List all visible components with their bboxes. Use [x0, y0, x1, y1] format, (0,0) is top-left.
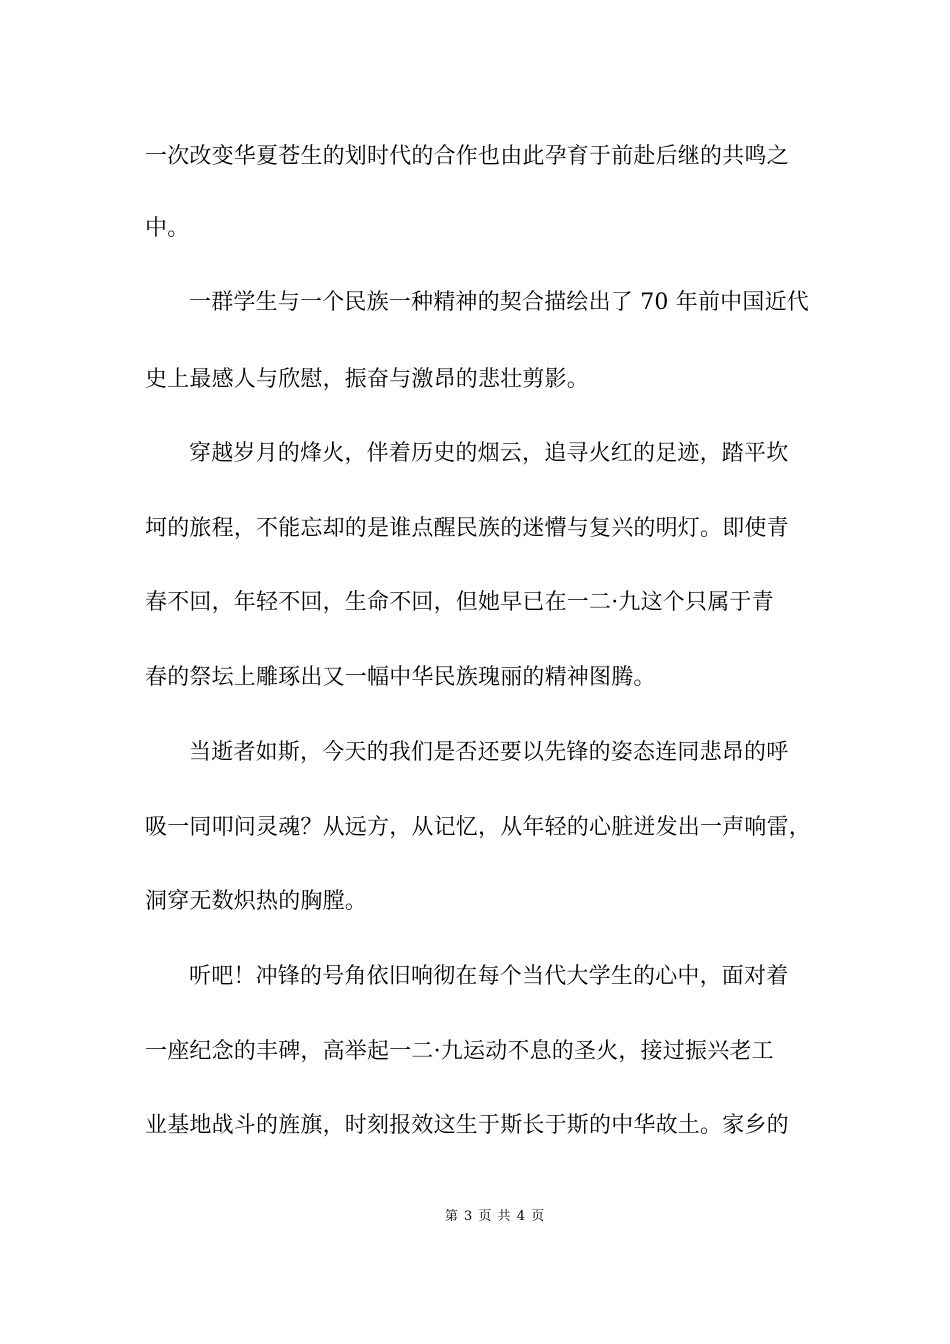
paragraph-line: 当逝者如斯，今天的我们是否还要以先锋的姿态连同悲昂的呼 [189, 740, 789, 765]
paragraph-line: 业基地战斗的旌旗，时刻报效这生于斯长于斯的中华故土。家乡的 [145, 1113, 789, 1138]
paragraph-line: 一群学生与一个民族一种精神的契合描绘出了 70 年前中国近代 [189, 290, 809, 315]
paragraph-line: 史上最感人与欣慰，振奋与激昂的悲壮剪影。 [145, 367, 590, 392]
paragraph-line: 坷的旅程，不能忘却的是谁点醒民族的迷懵与复兴的明灯。即使青 [145, 516, 789, 541]
paragraph-line: 一次改变华夏苍生的划时代的合作也由此孕育于前赴后继的共鸣之 [145, 144, 789, 169]
paragraph-line: 洞穿无数炽热的胸膛。 [145, 889, 368, 914]
paragraph-line: 春的祭坛上雕琢出又一幅中华民族瑰丽的精神图腾。 [145, 665, 656, 690]
paragraph-line: 吸一同叩问灵魂？从远方，从记忆，从年轻的心脏迸发出一声响雷， [145, 815, 812, 840]
paragraph-line: 听吧！冲锋的号角依旧响彻在每个当代大学生的心中，面对着 [189, 964, 789, 989]
paragraph-line: 春不回，年轻不回，生命不回，但她早已在一二·九这个只属于青 [145, 590, 774, 615]
paragraph-line: 中。 [145, 216, 190, 241]
paragraph-line: 穿越岁月的烽火，伴着历史的烟云，追寻火红的足迹，踏平坎 [189, 441, 789, 466]
paragraph-line: 一座纪念的丰碑，高举起一二·九运动不息的圣火，接过振兴老工 [145, 1039, 774, 1064]
page-number-footer: 第 3 页 共 4 页 [444, 1209, 546, 1224]
